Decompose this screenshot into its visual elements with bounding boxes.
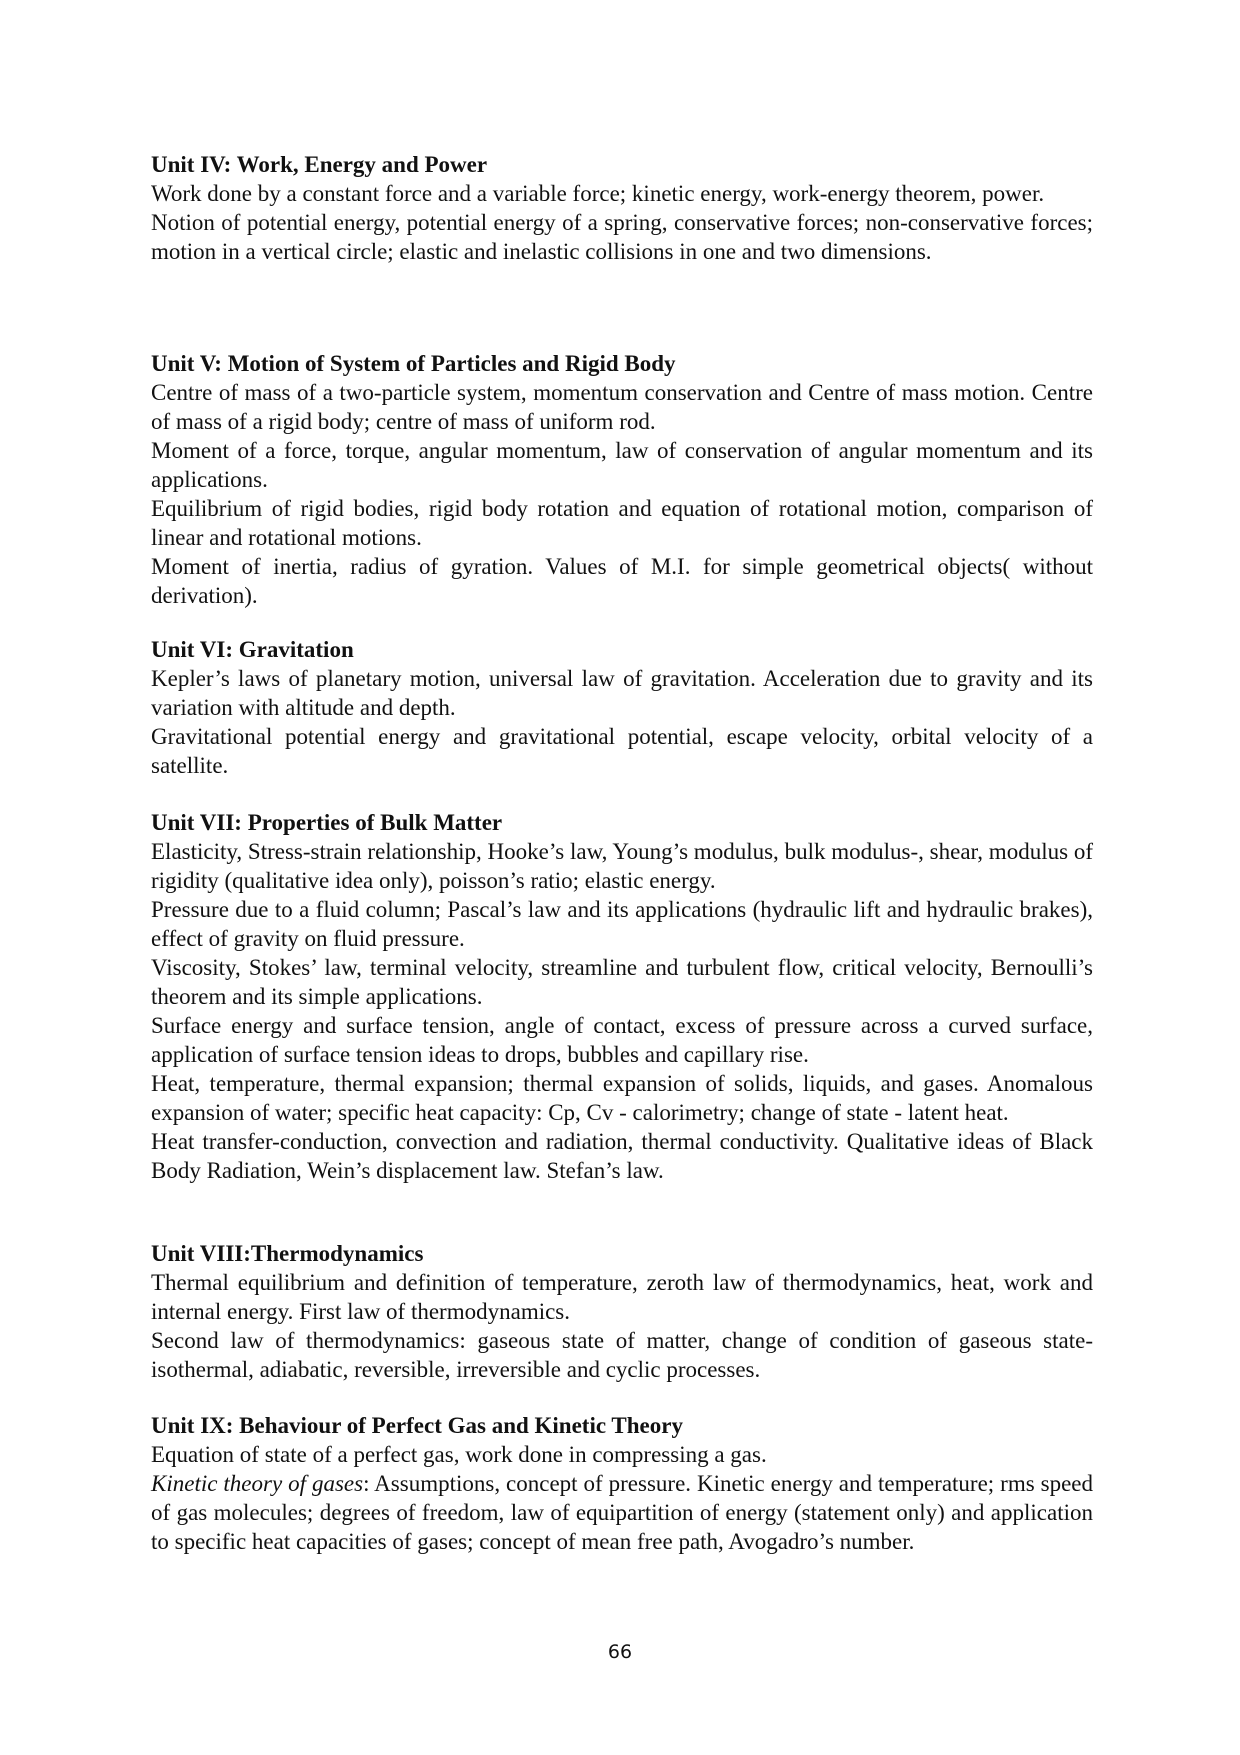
- unit-vii-section: [151, 808, 1093, 1185]
- kinetic-theory-lead-text: Kinetic theory of gases: [151, 1471, 364, 1496]
- unit-vi-section: [151, 635, 1093, 780]
- unit-iv-title: Unit IV: Work, Energy and Power: [151, 152, 488, 177]
- unit-ix-title: Unit IX: Behaviour of Perfect Gas and Kinetic Theory: [151, 1413, 683, 1438]
- unit-viii-section: [151, 1239, 1093, 1384]
- unit-v-paragraph-2: Moment of a force, torque, angular momentum, law of conservation of angular momentum and its applications.: [151, 438, 1093, 492]
- unit-v-title: Unit V: Motion of System of Particles and Rigid Body: [151, 351, 676, 376]
- unit-viii-paragraph-2: Second law of thermodynamics: gaseous state of matter, change of condition of gaseous state- isothermal, adiabatic, reversible, irreversible and cyclic processes.: [151, 1328, 1093, 1382]
- unit-vii-paragraph-4: Surface energy and surface tension, angle of contact, excess of pressure across a curved surface, application of surface tension ideas to drops, bubbles and capillary rise.: [151, 1013, 1093, 1067]
- kinetic-theory-body-text: : Assumptions, concept of pressure. Kinetic energy and temperature; rms speed of gas molecules; degrees of freedom, law of equipartition of energy (statement only) and application to specific heat capacities of gases; concept of mean free path, Avogadro’s number.: [151, 1471, 1093, 1554]
- unit-iv-section: [151, 150, 1093, 266]
- unit-v-section: [151, 349, 1093, 610]
- unit-vi-title: Unit VI: Gravitation: [151, 637, 354, 662]
- unit-ix-paragraph-2: [151, 1469, 1093, 1556]
- unit-v-paragraph-1: Centre of mass of a two-particle system, momentum conservation and Centre of mass motion. Centre of mass of a rigid body; centre of mass of uniform rod.: [151, 380, 1093, 434]
- unit-vii-paragraph-2: Pressure due to a fluid column; Pascal’s law and its applications (hydraulic lift and hydraulic brakes), effect of gravity on fluid pressure.: [151, 897, 1093, 951]
- unit-vi-paragraph-2: Gravitational potential energy and gravitational potential, escape velocity, orbital velocity of a satellite.: [151, 724, 1093, 778]
- unit-vi-paragraph-1: Kepler’s laws of planetary motion, universal law of gravitation. Acceleration due to gravity and its variation with altitude and depth.: [151, 666, 1093, 720]
- unit-ix-section: [151, 1411, 1093, 1556]
- unit-vii-paragraph-3: Viscosity, Stokes’ law, terminal velocity, streamline and turbulent flow, critical velocity, Bernoulli’s theorem and its simple applications.: [151, 955, 1093, 1009]
- unit-v-paragraph-4: Moment of inertia, radius of gyration. Values of M.I. for simple geometrical objects( without derivation).: [151, 554, 1093, 608]
- unit-viii-paragraph-1: Thermal equilibrium and definition of temperature, zeroth law of thermodynamics, heat, work and internal energy. First law of thermodynamics.: [151, 1270, 1093, 1324]
- unit-iv-paragraph-2: Notion of potential energy, potential energy of a spring, conservative forces; non-conservative forces; motion in a vertical circle; elastic and inelastic collisions in one and two dimensions.: [151, 210, 1093, 264]
- page-number: 66: [607, 1641, 633, 1663]
- unit-viii-title: Unit VIII:Thermodynamics: [151, 1241, 424, 1266]
- unit-vii-paragraph-1: Elasticity, Stress-strain relationship, Hooke’s law, Young’s modulus, bulk modulus-, shear, modulus of rigidity (qualitative idea only), poisson’s ratio; elastic energy.: [151, 839, 1093, 893]
- unit-iv-paragraph-1: Work done by a constant force and a variable force; kinetic energy, work-energy theorem, power.: [151, 181, 1045, 206]
- unit-vii-paragraph-6: Heat transfer-conduction, convection and radiation, thermal conductivity. Qualitative ideas of Black Body Radiation, Wein’s displacement law. Stefan’s law.: [151, 1129, 1093, 1183]
- unit-ix-paragraph-1: Equation of state of a perfect gas, work done in compressing a gas.: [151, 1442, 767, 1467]
- unit-v-paragraph-3: Equilibrium of rigid bodies, rigid body rotation and equation of rotational motion, comparison of linear and rotational motions.: [151, 496, 1093, 550]
- unit-vii-title: Unit VII: Properties of Bulk Matter: [151, 810, 503, 835]
- unit-vii-paragraph-5: Heat, temperature, thermal expansion; thermal expansion of solids, liquids, and gases. Anomalous expansion of water; specific heat capacity: Cp, Cv - calorimetry; change of state - latent heat.: [151, 1071, 1093, 1125]
